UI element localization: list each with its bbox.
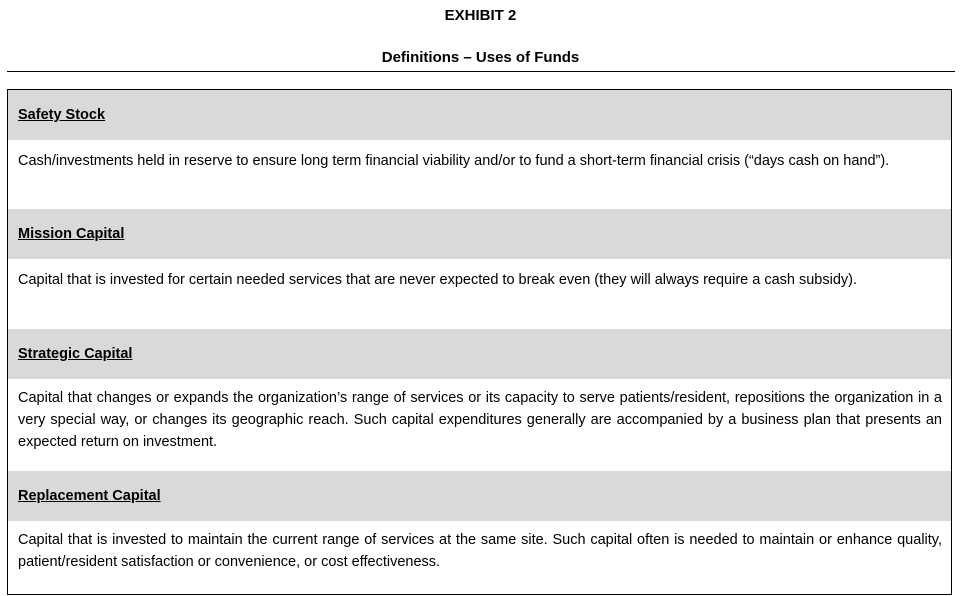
section-heading-row-safety-stock — [8, 90, 951, 140]
section-text-row-replacement-capital — [8, 521, 951, 595]
definitions-table — [7, 89, 952, 595]
section-heading-safety-stock: Safety Stock — [18, 107, 106, 123]
section-heading-replacement-capital: Replacement Capital — [18, 488, 161, 504]
section-text-replacement-capital: Capital that is invested to maintain the current range of services at the same site. Such capital often is needed to maintain or enhance quality, patient/resident satisfaction or convenience, or cost effectiveness. — [18, 532, 942, 570]
section-text-strategic-capital: Capital that changes or expands the organization’s range of services or its capacity to serve patients/resident, repositions the organization in a very special way, or changes its geographic reach. Such capital expenditures generally are accompanied by a business plan that presents an expected return on investment. — [18, 390, 942, 450]
exhibit-title: EXHIBIT 2 — [444, 7, 517, 24]
section-heading-row-strategic-capital — [8, 329, 951, 379]
section-text-row-strategic-capital — [8, 379, 951, 471]
exhibit-subtitle: Definitions – Uses of Funds — [381, 49, 580, 66]
section-heading-mission-capital: Mission Capital — [18, 226, 125, 242]
section-text-row-safety-stock — [8, 140, 951, 209]
section-text-mission-capital: Capital that is invested for certain needed services that are never expected to break even (they will always require a cash subsidy). — [18, 272, 858, 288]
section-heading-strategic-capital: Strategic Capital — [18, 346, 133, 362]
section-heading-row-mission-capital — [8, 209, 951, 259]
section-text-safety-stock: Cash/investments held in reserve to ensure long term financial viability and/or to fund a short-term financial crisis (“days cash on hand”). — [18, 153, 890, 169]
section-heading-row-replacement-capital — [8, 471, 951, 521]
section-text-row-mission-capital — [8, 259, 951, 329]
title-divider — [7, 71, 955, 72]
